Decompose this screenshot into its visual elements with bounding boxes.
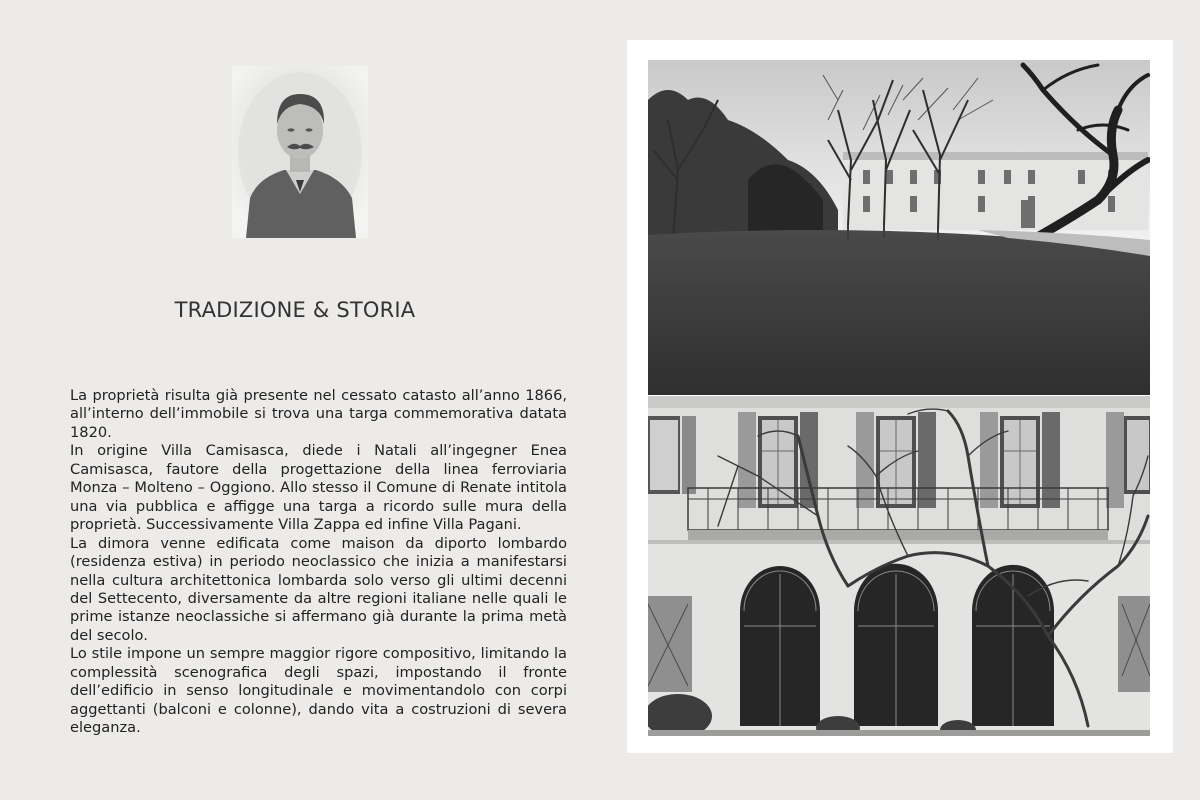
section-title: TRADIZIONE & STORIA: [174, 298, 416, 322]
villa-park-photo: [648, 60, 1150, 395]
paragraph: In origine Villa Camisasca, diede i Natali all’ingegner Enea Camisasca, fautore della progettazione della linea ferroviaria Monza – Molteno – Oggiono. Allo stesso il Comune di Renate intitola una via pubblica e affigge una targa a ricordo sulle mura della proprietà. Successivamente Villa Zappa ed infine Villa Pagani.: [70, 442, 567, 534]
paragraph: La proprietà risulta già presente nel cessato catasto all’anno 1866, all’interno dell’immobile si trova una targa commemorativa datata 1820.: [70, 387, 567, 441]
portrait-photo: [232, 66, 368, 238]
villa-park-image: [648, 60, 1150, 395]
paragraph: Lo stile impone un sempre maggior rigore compositivo, limitando la complessità scenografica degli spazi, impostando il fronte dell’edificio in senso longitudinale e movimentandolo con corpi aggettanti (balconi e colonne), dando vita a costruzioni di severa eleganza.: [70, 645, 567, 737]
villa-facade-photo: [648, 396, 1150, 736]
paragraph: La dimora venne edificata come maison da diporto lombardo (residenza estiva) in periodo neoclassico che inizia a manifestarsi nella cultura architettonica lombarda solo verso gli ultimi decenni del Settecento, diversamente da altre regioni italiane nelle quali le prime istanze neoclassiche si affermano già durante la prima metà del secolo.: [70, 534, 567, 644]
portrait-image: [232, 66, 368, 238]
history-text: [70, 387, 567, 738]
villa-facade-image: [648, 396, 1150, 736]
